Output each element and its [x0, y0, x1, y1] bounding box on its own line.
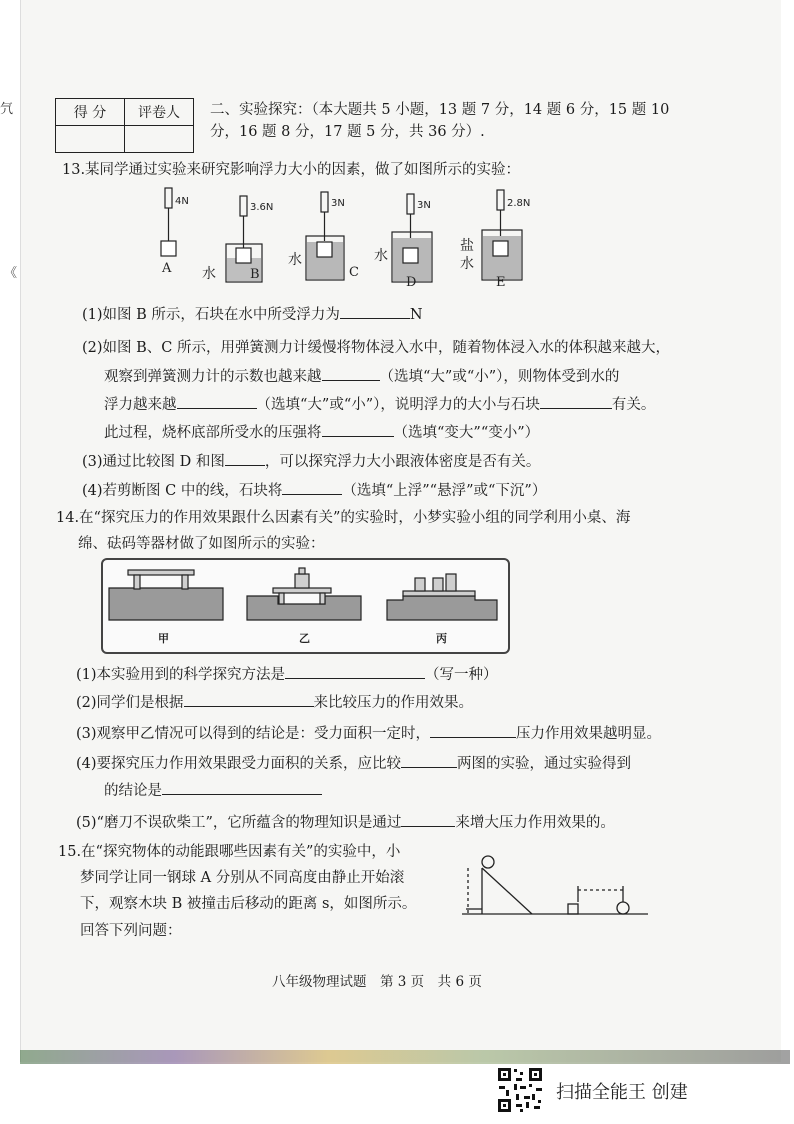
side-mark: 《: [4, 266, 18, 281]
q14-part4-line2: 的结论是: [104, 780, 322, 801]
answer-blank[interactable]: [225, 451, 265, 466]
sponge-c: [387, 596, 497, 620]
q13-part4: (4)若剪断图 C 中的线，石块将 （选填“上浮”“悬浮”或“下沉”）: [82, 480, 546, 501]
answer-blank[interactable]: [401, 812, 455, 827]
grader-header: 评卷人: [125, 99, 194, 126]
q14-part5: (5)“磨刀不误砍柴工”，它所蕴含的物理知识是通过 来增大压力作用效果的。: [76, 812, 615, 833]
answer-blank[interactable]: [184, 692, 314, 707]
label-d: D: [406, 275, 417, 290]
answer-blank[interactable]: [322, 422, 394, 437]
grader-cell: [125, 126, 194, 153]
water-label-c: 水: [288, 252, 302, 268]
reading-e: 2.8N: [507, 198, 531, 209]
q13-part3: (3)通过比较图 D 和图 ，可以探究浮力大小跟液体密度是否有关。: [82, 451, 540, 472]
reading-c: 3N: [331, 198, 345, 209]
water-label-d: 水: [374, 248, 388, 264]
page-footer: 八年级物理试题 第 3 页 共 6 页: [272, 974, 482, 990]
q13-part2-line2: 观察到弹簧测力计的示数也越来越 （选填“大”或“小”），则物体受到水的: [104, 366, 619, 387]
reading-d: 3N: [417, 200, 431, 211]
q13-part2-line4: 此过程，烧杯底部所受水的压强将 （选填“变大”“变小”）: [104, 422, 539, 443]
q15-line3: 下，观察木块 B 被撞击后移动的距离 s，如图所示。: [80, 896, 417, 912]
q14-pressure-figure: [101, 558, 510, 654]
reading-b: 3.6N: [250, 202, 274, 213]
scale-a: [161, 188, 176, 256]
q13-stem: 13.某同学通过实验来研究影响浮力大小的因素，做了如图所示的实验：: [62, 162, 521, 178]
q14-part1: (1)本实验用到的科学探究方法是 （写一种）: [76, 664, 498, 685]
q14-part2: (2)同学们是根据 来比较压力的作用效果。: [76, 692, 473, 713]
q14-part4-line1: (4)要探究压力作用效果跟受力面积的关系，应比较 两图的实验，通过实验得到: [76, 753, 631, 774]
q14-part3: (3)观察甲乙情况可以得到的结论是：受力面积一定时， 压力作用效果越明显。: [76, 723, 661, 744]
q13-part1: (1)如图 B 所示，石块在水中所受浮力为 N: [82, 304, 423, 325]
answer-blank[interactable]: [285, 664, 425, 679]
q13-buoyancy-figure: [140, 186, 560, 290]
q15-line2: 梦同学让同一钢球 A 分别从不同高度由静止开始滚: [80, 870, 405, 886]
answer-blank[interactable]: [322, 366, 380, 381]
side-mark: 氕: [0, 102, 14, 117]
q15-ramp-figure: [462, 846, 652, 924]
q15-line1: 15.在“探究物体的动能跟哪些因素有关”的实验中，小: [58, 844, 401, 860]
q14-stem-line2: 绵、砝码等器材做了如图所示的实验：: [78, 536, 325, 552]
section-heading-line1: 二、实验探究：（本大题共 5 小题，13 题 7 分，14 题 6 分，15 题 10: [210, 102, 670, 118]
score-table: [55, 98, 194, 153]
answer-blank[interactable]: [177, 394, 257, 409]
answer-blank[interactable]: [430, 723, 516, 738]
score-header: 得 分: [56, 99, 125, 126]
water-label-b: 水: [202, 266, 216, 282]
wood-block-b: [568, 904, 578, 914]
q13-part2-line1: (2)如图 B、C 所示，用弹簧测力计缓慢将物体浸入水中，随着物体浸入水的体积越来越大，: [82, 340, 671, 356]
label-a: A: [162, 261, 172, 276]
section-heading-line2: 分，16 题 8 分，17 题 5 分，共 36 分）.: [210, 124, 485, 140]
figure-label-yi: 乙: [299, 632, 310, 645]
answer-blank[interactable]: [282, 480, 342, 495]
sponge-b: [247, 596, 361, 620]
answer-blank[interactable]: [340, 304, 410, 319]
q15-line4: 回答下列问题：: [80, 923, 182, 939]
q13-part2-line3: 浮力越来越 （选填“大”或“小”），说明浮力的大小与石块 有关。: [104, 394, 655, 415]
salt-water-label: 水: [460, 256, 474, 272]
figure-label-jia: 甲: [158, 632, 169, 645]
answer-blank[interactable]: [401, 753, 457, 768]
reading-a: 4N: [175, 196, 189, 207]
label-b: B: [250, 267, 260, 282]
answer-blank[interactable]: [540, 394, 612, 409]
pressure-figure-svg: [103, 560, 508, 652]
scanner-watermark: 扫描全能王 创建: [556, 1082, 688, 1103]
sponge-a: [109, 588, 223, 620]
figure-label-bing: 丙: [436, 632, 447, 645]
q14-stem-line1: 14.在“探究压力的作用效果跟什么因素有关”的实验时，小梦实验小组的同学利用小桌、海: [56, 510, 631, 526]
label-e: E: [496, 275, 506, 290]
label-c: C: [349, 265, 359, 280]
desk-background-strip: [20, 1050, 790, 1064]
answer-blank[interactable]: [162, 780, 322, 795]
steel-ball-a: [482, 856, 494, 868]
score-cell: [56, 126, 125, 153]
salt-label: 盐: [460, 238, 474, 254]
qr-code-icon: [496, 1066, 544, 1114]
